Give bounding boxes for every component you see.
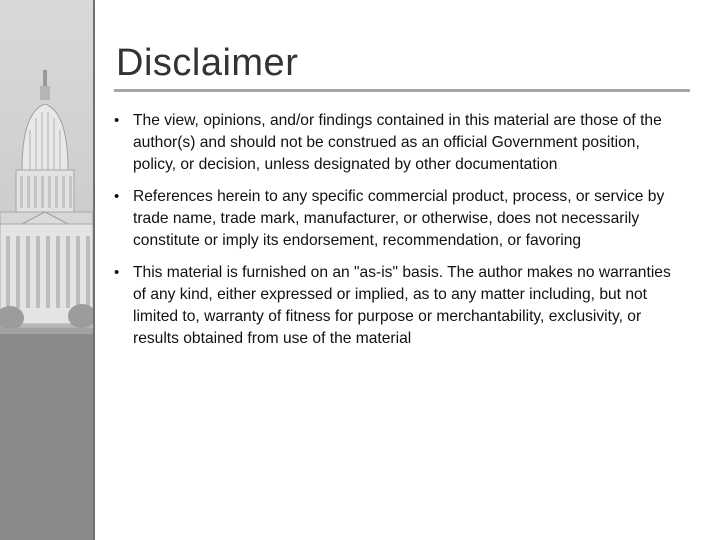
bullet-text: This material is furnished on an "as-is" basis. The author makes no warranties of any kind, either expressed or implied, as to any matter including, but not limited to, warranty of fitness for purpose or merchantability, exclusivity, or results obtained from use of the material: [133, 264, 671, 347]
bullet-icon: •: [114, 264, 120, 281]
bullet-icon: •: [114, 188, 120, 205]
bullet-list: [112, 110, 682, 360]
title-divider: [114, 89, 690, 92]
page-title: Disclaimer: [116, 42, 299, 84]
capitol-sidebar-image: [0, 0, 95, 540]
list-item: [112, 262, 682, 350]
capitol-building-icon: [0, 0, 93, 540]
bullet-icon: •: [114, 112, 120, 129]
bullet-text: The view, opinions, and/or findings contained in this material are those of the author(s) and should not be construed as an official Government position, policy, or decision, unless designated by other documentation: [133, 112, 662, 173]
list-item: [112, 186, 682, 252]
list-item: [112, 110, 682, 176]
bullet-text: References herein to any specific commercial product, process, or service by trade name, trade mark, manufacturer, or otherwise, does not necessarily constitute or imply its endorsement, recommendation, or favoring: [133, 188, 665, 249]
